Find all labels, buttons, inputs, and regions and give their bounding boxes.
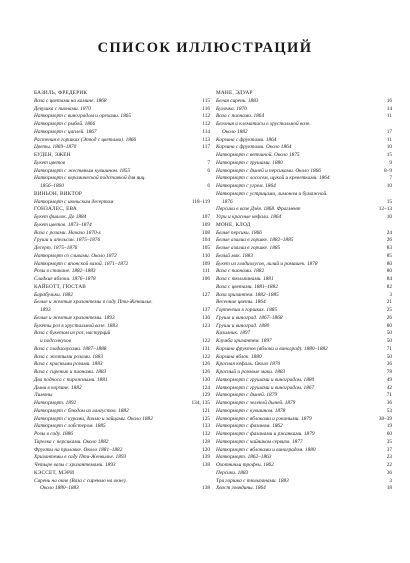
page-number: 117 bbox=[202, 144, 210, 151]
page-number: 10 bbox=[386, 144, 392, 151]
illustration-entry bbox=[216, 485, 392, 493]
illustration-title: Красный и розовые маки. 1883 bbox=[216, 369, 286, 375]
artist-name: МОНЕ, КЛОД bbox=[216, 221, 251, 228]
illustration-title: Персики. 1883 bbox=[216, 469, 249, 476]
illustration-title: Натюрморт с угрем. 1864 bbox=[216, 183, 276, 189]
page-number: 36 bbox=[386, 400, 392, 406]
illustration-entry bbox=[34, 230, 210, 238]
page-number: 78 bbox=[386, 369, 392, 375]
illustration-entry bbox=[34, 315, 210, 323]
illustration-title: Красная кефаль. Около 1870 bbox=[216, 361, 281, 368]
illustration-title: Натюрморт со сливами. Около 1872 bbox=[34, 252, 117, 259]
illustration-entry bbox=[216, 361, 392, 369]
artist-heading bbox=[216, 222, 392, 230]
illustration-entry bbox=[216, 129, 392, 137]
page-number: 10 bbox=[386, 214, 392, 220]
illustration-entry bbox=[34, 330, 210, 338]
page-number: 60 bbox=[386, 431, 392, 437]
illustration-entry bbox=[34, 454, 210, 462]
illustration-entry bbox=[34, 214, 210, 222]
illustration-entry bbox=[216, 113, 392, 121]
illustration-entry bbox=[216, 470, 392, 478]
illustration-title: Охотничьи трофеи. 1862 bbox=[216, 462, 274, 468]
illustration-title: 1876 bbox=[222, 198, 233, 205]
illustration-entry bbox=[216, 408, 392, 416]
illustration-entry bbox=[216, 400, 392, 408]
illustration-entry bbox=[216, 206, 392, 214]
page-number: 113 bbox=[202, 136, 210, 143]
illustration-title: и подсолнухов bbox=[40, 338, 71, 344]
illustration-entry bbox=[34, 268, 210, 276]
illustration-title: Натюрморт с кувшином. 1878 bbox=[216, 407, 286, 414]
illustration-entry bbox=[34, 408, 210, 416]
illustration-entry bbox=[216, 183, 392, 191]
illustration-entry bbox=[34, 385, 210, 393]
illustration-entry bbox=[34, 237, 210, 245]
illustration-title: Ваза с сиренью и пионами. 1883 bbox=[34, 369, 107, 375]
page-number: 12–13 bbox=[378, 206, 392, 213]
illustration-entry bbox=[216, 439, 392, 447]
page-number: 114 bbox=[202, 128, 210, 135]
artist-name: ГОНЗАЛЕС, ЕВА bbox=[34, 206, 77, 213]
illustration-entry bbox=[216, 175, 392, 183]
illustration-title: Ваза с гладиолусами. 1887–1888 bbox=[34, 345, 107, 352]
page-number: 19 bbox=[386, 423, 392, 430]
illustration-title: Груши и виноград. 1880 bbox=[216, 322, 270, 329]
page-number: 121 bbox=[202, 407, 210, 414]
page-number: 14 bbox=[386, 105, 392, 112]
illustration-title: Хризантемы в саду Пти-Женвилье. 1893 bbox=[34, 454, 127, 461]
page-number: 80 bbox=[386, 322, 392, 329]
page-number: 112 bbox=[202, 113, 210, 120]
page-number: 7 bbox=[207, 159, 210, 166]
page-number: 50 bbox=[386, 353, 392, 360]
illustration-title: Дыни в корзине. 1882 bbox=[34, 384, 82, 391]
page-number: 80 bbox=[386, 260, 392, 267]
page-number: 6 bbox=[207, 183, 210, 189]
illustration-entry bbox=[216, 292, 392, 300]
page-number: 137 bbox=[202, 307, 210, 313]
illustration-entry bbox=[34, 98, 210, 106]
illustration-title: Три горшка с тюльпанами. 1883 bbox=[216, 477, 289, 484]
illustration-title: Ваза с розами. Начало 1870-х bbox=[34, 229, 101, 236]
illustration-entry bbox=[216, 392, 392, 400]
page-number: 24 bbox=[386, 229, 392, 236]
page-number: 126 bbox=[202, 361, 210, 368]
illustration-entry bbox=[34, 369, 210, 377]
page-number: 37 bbox=[386, 446, 392, 453]
page-number: 22 bbox=[386, 462, 392, 468]
illustration-title: Белые азалии в горшке. 1885 bbox=[216, 245, 281, 251]
illustration-entry bbox=[34, 160, 210, 168]
illustration-entry bbox=[216, 346, 392, 354]
page-number: 132 bbox=[202, 431, 210, 437]
page-number: 138 bbox=[202, 485, 210, 492]
illustration-title: Натюрморт с лососем, щукой и креветками. 1864 bbox=[216, 175, 330, 182]
illustration-entry bbox=[34, 222, 210, 230]
illustration-entry bbox=[34, 439, 210, 447]
page-number: 133 bbox=[202, 423, 210, 430]
illustration-entry bbox=[34, 462, 210, 470]
page-number: 84 bbox=[386, 276, 392, 282]
illustration-entry bbox=[34, 307, 210, 315]
page-number: 11 bbox=[386, 113, 392, 120]
illustration-entry bbox=[34, 144, 210, 152]
illustration-title: Розы в стакане. 1882–1883 bbox=[34, 268, 96, 275]
illustration-entry bbox=[216, 199, 392, 207]
page-number: 130 bbox=[202, 376, 210, 383]
page-number: 104 bbox=[202, 237, 210, 244]
illustration-title: Натюрморт с грушами. 1880 bbox=[216, 159, 283, 166]
illustration-entry bbox=[34, 377, 210, 385]
illustration-entry bbox=[216, 423, 392, 431]
illustration-title: Тарелка с персиками. Около 1882 bbox=[34, 438, 109, 445]
illustration-title: Натюрморт с блюдом из лангустов. 1882 bbox=[34, 407, 129, 414]
page-number: 108 bbox=[202, 229, 210, 236]
right-column bbox=[216, 90, 392, 493]
illustration-title: Белые и желтые хризантемы в саду Пти-Женвилье. bbox=[34, 299, 153, 306]
page-number: 6 bbox=[207, 167, 210, 174]
illustration-title: Около 1882 bbox=[222, 128, 248, 135]
illustration-title: Белые и желтые хризантемы. 1893 bbox=[34, 314, 115, 321]
illustration-title: Груша и виноград. 1867–1868 bbox=[216, 314, 283, 321]
page-number: 105 bbox=[202, 245, 210, 251]
illustration-entry bbox=[216, 230, 392, 238]
illustration-entry bbox=[34, 137, 210, 145]
illustration-title: Корзина яблок. 1880 bbox=[216, 353, 262, 360]
page-number: 122 bbox=[202, 338, 210, 344]
artist-heading bbox=[34, 90, 210, 98]
page-number: 42 bbox=[386, 384, 392, 391]
illustration-title: Угри и красные кефали. 1864 bbox=[216, 214, 282, 220]
artist-heading bbox=[216, 90, 392, 98]
page-number: 35 bbox=[386, 438, 392, 445]
illustration-title: Булочка. 1870 bbox=[216, 105, 247, 112]
illustration-title: Букет цветов bbox=[34, 159, 66, 166]
illustration-entry bbox=[34, 346, 210, 354]
illustration-title: Натюрморт с июньским десертом bbox=[34, 198, 114, 205]
page-title: СПИСОК ИЛЛЮСТРАЦИЙ bbox=[97, 40, 313, 56]
page-number: 123 bbox=[202, 322, 210, 329]
page-number: 120 bbox=[202, 446, 210, 453]
artist-name: КЭССЕТ, МЭРИ bbox=[34, 469, 75, 476]
illustration-title: Весенние цветы. 1864 bbox=[216, 299, 266, 306]
illustration-title: Натюрморт с фазаном. 1862 bbox=[216, 423, 283, 430]
page-number: 38–39 bbox=[378, 415, 392, 422]
page-number: 53 bbox=[386, 407, 392, 414]
illustration-entry bbox=[34, 253, 210, 261]
page-number: 138 bbox=[202, 462, 210, 468]
page-number: 124 bbox=[202, 384, 210, 391]
illustration-entry bbox=[34, 129, 210, 137]
page-number: 10 bbox=[386, 183, 392, 189]
page-number: 71 bbox=[386, 345, 392, 352]
illustration-title: Растения в горшках (Этюд с цветами). 1866 bbox=[34, 136, 137, 143]
page-number: 112 bbox=[202, 121, 210, 127]
illustration-entry bbox=[34, 121, 210, 129]
illustration-entry bbox=[216, 454, 392, 462]
illustration-title: Сладкие яблоки. 1876–1878 bbox=[34, 276, 96, 282]
illustration-entry bbox=[216, 447, 392, 455]
illustration-title: Корзина с фруктами. Около 1864 bbox=[216, 144, 292, 151]
illustration-title: Ваза с цветами на камине. 1868 bbox=[34, 97, 107, 104]
page-number: 129 bbox=[202, 392, 210, 399]
illustration-title: Кизилник. 1897 bbox=[216, 330, 251, 337]
page-number: 122 bbox=[202, 353, 210, 360]
illustration-title: Натюрморт с виноградом и орехами. 1865 bbox=[34, 113, 132, 120]
illustration-title: Белая сирень. 1883 bbox=[216, 97, 259, 104]
illustration-title: Натюрморт с курами, дичью и зайцами. Около 1882 bbox=[34, 415, 153, 422]
page-number: 110 bbox=[202, 252, 210, 259]
illustration-entry bbox=[34, 276, 210, 284]
illustration-title: Хвост говядины. 1864 bbox=[216, 485, 266, 492]
illustration-title: 1856–1860 bbox=[40, 183, 64, 189]
illustration-title: Натюрморт с дыней. 1879 bbox=[216, 392, 277, 399]
page-number: 26 bbox=[386, 314, 392, 321]
page-number: 11 bbox=[386, 136, 392, 143]
artist-heading bbox=[34, 152, 210, 160]
illustration-title: Фрукты на прилавке. Около 1881–1882 bbox=[34, 446, 123, 453]
page-number: 50 bbox=[386, 338, 392, 344]
illustration-title: Девушка с пионами. 1870 bbox=[34, 105, 91, 112]
illustration-entry bbox=[34, 400, 210, 408]
page-number: 109 bbox=[202, 260, 210, 267]
illustration-title: Лимоны bbox=[34, 392, 53, 399]
illustration-entry bbox=[34, 431, 210, 439]
page-number: 127 bbox=[202, 291, 210, 298]
illustration-title: Гортензии в горшках. 1885 bbox=[216, 307, 278, 313]
illustration-entry bbox=[216, 160, 392, 168]
illustration-title: Натюрморт с чайником сервиза. 1877 bbox=[216, 438, 303, 445]
page-number: 25 bbox=[386, 307, 392, 313]
illustration-entry bbox=[34, 245, 210, 253]
illustration-entry bbox=[216, 330, 392, 338]
illustration-entry bbox=[216, 261, 392, 269]
illustration-title: Белые персики. 1866 bbox=[216, 229, 262, 236]
page-number: 7 bbox=[389, 175, 392, 182]
illustration-entry bbox=[216, 323, 392, 331]
illustration-entry bbox=[216, 307, 392, 315]
illustration-entry bbox=[216, 144, 392, 152]
illustration-entry bbox=[216, 237, 392, 245]
illustration-entry bbox=[216, 462, 392, 470]
illustration-title: Бегония и клематисы в хрустальной вазе. bbox=[216, 121, 311, 127]
illustration-entry bbox=[216, 268, 392, 276]
page-number: 134, 135 bbox=[191, 400, 210, 406]
illustration-title: Натюрморт с лобстером. 1885 bbox=[34, 423, 106, 430]
illustration-title: Букет из гладиолусов, лилий и ромашек. 1878 bbox=[216, 260, 318, 267]
illustration-entry bbox=[34, 199, 210, 207]
page-number: 116 bbox=[202, 105, 210, 112]
page-number: 50 bbox=[386, 330, 392, 337]
illustration-title: Клумба хризантем. 1897 bbox=[216, 338, 272, 344]
artist-heading bbox=[34, 284, 210, 292]
illustration-title: Натюрморт. 1892 bbox=[34, 400, 77, 406]
illustration-entry bbox=[216, 191, 392, 199]
illustration-entry bbox=[216, 121, 392, 129]
illustration-title: Розы в саду. 1886 bbox=[34, 431, 73, 437]
illustration-entry bbox=[216, 338, 392, 346]
illustration-title: Ваза с тюльпанами. 1881 bbox=[216, 276, 274, 282]
illustration-entry bbox=[34, 261, 210, 269]
illustration-title: Натюрморт с яблоками и ржаными. 1879 bbox=[216, 415, 312, 422]
illustration-title: Натюрморт с яблоками и виноградом. 1880 bbox=[216, 446, 316, 453]
illustration-title: Букет фиалок. До 1884 bbox=[34, 214, 87, 220]
page-number: 18 bbox=[386, 485, 392, 492]
page-number: 131 bbox=[202, 345, 210, 352]
illustration-entry bbox=[34, 175, 210, 183]
illustration-title: Четыре вазы с хризантемами. 1893 bbox=[34, 462, 116, 468]
illustration-title: Сирень на окне (Ваза с сиренью на окне). bbox=[34, 477, 127, 484]
illustration-title: Букет цветов. 1873–1874 bbox=[34, 221, 92, 228]
illustration-title: Натюрморт с дыней и персиками. Около 1866 bbox=[216, 167, 321, 174]
artist-heading bbox=[34, 206, 210, 214]
illustration-title: Натюрморт с японской вазой. 1871–1872 bbox=[34, 260, 129, 267]
illustration-title: Десерт. 1875–1876 bbox=[34, 245, 78, 251]
illustration-title: Натюрморт с грушами и виноградом. 1867 bbox=[216, 384, 315, 391]
illustration-title: Около 1880–1883 bbox=[40, 485, 79, 492]
illustration-entry bbox=[216, 253, 392, 261]
page-number: 115 bbox=[202, 97, 210, 104]
artist-name: БАЗИЛЬ, ФРЕДЕРИК bbox=[34, 90, 88, 96]
page-number: 15 bbox=[386, 152, 392, 158]
illustration-title: Натюрморт с рыбой. 1866 bbox=[34, 121, 96, 127]
illustration-title: Белые азалии в горшке. 1882–1885 bbox=[216, 237, 294, 244]
illustration-title: Корзина с фруктами. 1864 bbox=[216, 136, 277, 143]
illustration-title: Ваза хризантем. 1882–1885 bbox=[216, 291, 279, 298]
page-number: 26 bbox=[386, 237, 392, 244]
page-number: 9 bbox=[389, 159, 392, 166]
page-number: 17 bbox=[386, 128, 392, 135]
artist-name: ВИНЬОН, ВИКТОР bbox=[34, 190, 83, 197]
page-number: 109 bbox=[202, 221, 210, 228]
illustration-entry bbox=[216, 377, 392, 385]
illustration-title: Ваза с желтыми розами. 1883 bbox=[34, 353, 103, 360]
illustration-entry bbox=[216, 431, 392, 439]
illustration-title: Натюрморт с зеленой дыней. 1879 bbox=[216, 400, 296, 406]
page-number: 107 bbox=[202, 214, 210, 220]
illustration-entry bbox=[34, 354, 210, 362]
illustration-entry bbox=[34, 361, 210, 369]
illustration-title: Натюрморт с грушами и виноградом. 1880 bbox=[216, 376, 315, 383]
page-number: 125 bbox=[202, 415, 210, 422]
illustration-title: Ваза с пионами. 1882 bbox=[216, 268, 265, 275]
illustration-entry bbox=[216, 369, 392, 377]
illustration-title: Ваза с букетом из роз, настурций bbox=[34, 330, 111, 337]
illustration-title: Цветы. 1869–1870 bbox=[34, 144, 77, 151]
illustration-entry bbox=[216, 315, 392, 323]
illustration-entry bbox=[34, 338, 210, 346]
illustration-title: Букеты роз в хрустальной вазе. 1883 bbox=[34, 322, 118, 329]
illustration-entry bbox=[216, 299, 392, 307]
illustration-entry bbox=[34, 485, 210, 493]
page-number: 118–119 bbox=[191, 198, 210, 205]
page-number: 3 bbox=[389, 291, 392, 298]
artist-name: КАЙБОТТ, ГЮСТАВ bbox=[34, 283, 86, 290]
page-number: 36 bbox=[386, 469, 392, 476]
illustration-title: Персики в вазе Дзёя. 1868. Фрагмент bbox=[216, 206, 301, 213]
illustration-title: Натюрморт. 1862–1863 bbox=[216, 454, 272, 461]
illustration-entry bbox=[216, 152, 392, 160]
illustration-entry bbox=[34, 113, 210, 121]
page-number: 15 bbox=[386, 198, 392, 205]
illustration-title: Ваза с цветами. 1881–1882 bbox=[216, 283, 278, 290]
illustration-title: Корзина фруктов (яблоки и виноград). 1880–1882 bbox=[216, 345, 328, 352]
page-number: 36 bbox=[386, 361, 392, 368]
illustration-entry bbox=[34, 299, 210, 307]
illustration-entry bbox=[34, 423, 210, 431]
page-number: 85 bbox=[386, 252, 392, 259]
illustration-entry bbox=[216, 284, 392, 292]
illustration-entry bbox=[216, 276, 392, 284]
illustration-entry bbox=[34, 478, 210, 486]
page-number: 23 bbox=[386, 454, 392, 461]
page-number: 128 bbox=[202, 438, 210, 445]
page-number: 80 bbox=[386, 268, 392, 275]
page-number: 136 bbox=[202, 314, 210, 321]
illustration-entry bbox=[34, 392, 210, 400]
illustration-entry bbox=[216, 214, 392, 222]
artist-heading bbox=[34, 191, 210, 199]
page-number: 16 bbox=[386, 97, 392, 104]
page-number: 126 bbox=[202, 369, 210, 375]
artist-heading bbox=[34, 470, 210, 478]
illustration-title: Натюрморт с жестяным кувшином. 1855 bbox=[34, 167, 131, 174]
page-number: 82 bbox=[386, 283, 392, 290]
artist-name: МАНЕ, ЭДУАР bbox=[216, 90, 253, 96]
page-number: 83 bbox=[386, 245, 392, 251]
illustration-title: Натюрморт с фазанами и ржанками. 1879 bbox=[216, 431, 315, 437]
page-number: 71 bbox=[386, 392, 392, 399]
page-number: 111 bbox=[202, 268, 210, 275]
page-number: 106 bbox=[202, 276, 210, 282]
illustration-entry bbox=[216, 106, 392, 114]
illustration-title: Два подноса с пирожными. 1881 bbox=[34, 376, 108, 383]
illustration-title: Натюрморт с цаплей. 1867 bbox=[34, 128, 97, 135]
illustration-title: Барабульки. 1882 bbox=[34, 291, 73, 298]
artist-name: БУДЕН, ЭЖЕН bbox=[34, 152, 71, 158]
page-number: 49 bbox=[386, 376, 392, 383]
illustration-title: 1893 bbox=[40, 307, 51, 313]
page-number: 139 bbox=[202, 454, 210, 461]
page-number: 3 bbox=[389, 477, 392, 484]
left-column bbox=[34, 90, 210, 493]
illustration-entry bbox=[34, 183, 210, 191]
illustration-title: Натюрморт с ветчиной. Около 1875 bbox=[216, 152, 300, 158]
illustration-title: Ваза с пионами. 1864 bbox=[216, 113, 265, 120]
page-number: 8–9 bbox=[384, 167, 392, 174]
illustration-title: Белый мак. 1883 bbox=[216, 252, 253, 259]
illustration-title: Натюрморт с устрицами, лимоном и бумажной. bbox=[216, 190, 328, 197]
page-number: 21 bbox=[386, 299, 392, 306]
illustration-entry bbox=[216, 245, 392, 253]
illustration-entry bbox=[216, 98, 392, 106]
illustration-title: Натюрморт с керамической подставкой для яиц. bbox=[34, 175, 146, 182]
illustration-title: Груши и апельсин. 1875–1876 bbox=[34, 237, 101, 244]
illustration-title: Ваза с красными розами. 1883 bbox=[34, 361, 103, 368]
